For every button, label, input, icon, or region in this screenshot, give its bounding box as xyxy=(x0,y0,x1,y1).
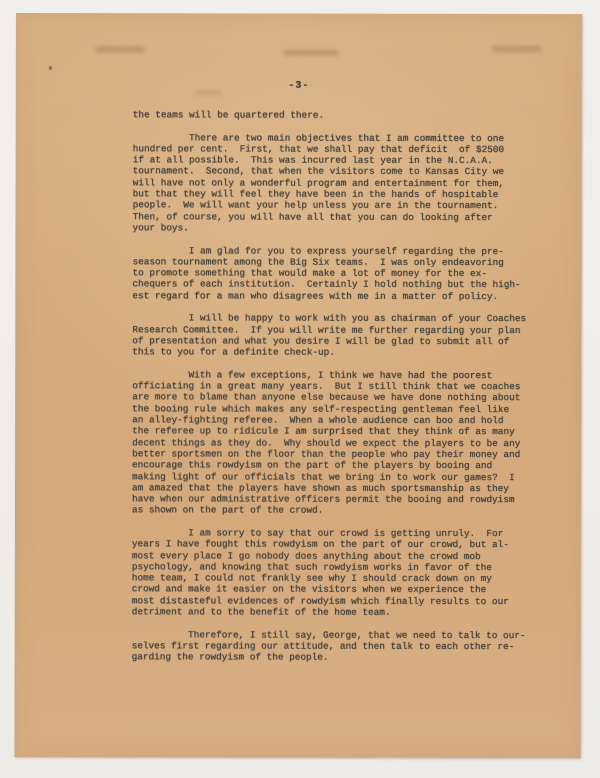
ink-bleed-mark xyxy=(95,46,145,52)
page-number: -3- xyxy=(288,80,310,92)
letter-paragraph: I will be happy to work with you as chairman of your Coaches Research Committee. If you will write me further regarding your plan of presentation and what you desire I will be glad to submit all of this to you for a definite check-up. xyxy=(132,312,527,358)
letter-paragraph: the teams will be quartered there. xyxy=(132,109,325,121)
ink-bleed-mark xyxy=(492,46,542,52)
letter-paragraph: I am glad for you to express yourself regarding the pre- season tournament among the Big Six teams. I was only endeavoring to promote something that would make a lot of money for the ex- chequers of each institution. Certainly I hold nothing but the high- est regard for a man who disagrees with me in a matter of policy. xyxy=(132,244,521,302)
letter-page xyxy=(14,13,582,758)
paper-speck xyxy=(49,66,52,70)
letter-body xyxy=(132,109,537,675)
letter-paragraph: I am sorry to say that our crowd is getting unruly. For years I have fought this rowdyism on the part of our crowd, but al- most every place I go nobody does anything about the crowd mob psychology, and knowing that such rowdyism works in favor of the home team, I could not frankly see why I should crack down on my crowd and make it easier on the visitors when we experience the most distasteful evidences of rowdyism which finally results to our detriment and to the benefit of the home team. xyxy=(131,527,509,618)
letter-paragraph: With a few exceptions, I think we have had the poorest officiating in a great many years. But I still think that we coaches are more to blame than anyone else because we have done nothing about the booing rule which makes any self-respecting gentleman feel like an alley-fighting referee. When a whole audience can boo and hold the referee up to ridicule I am surprised that they think of as many decent things as they do. Why should we expect the players to be any better sportsmen on the floor than the people who pay their money and encourage this rowdyism on the part of the players by booing and making light of our officials that we bring in to work our games? I am amazed that the players have shown as much sportsmanship as they have when our administrative officers permit the booing and rowdyism as shown on the part of the crowd. xyxy=(131,369,521,517)
letter-paragraph: Therefore, I still say, George, that we need to talk to our- selves first regarding our attitude, and then talk to each other re- garding the rowdyism of the people. xyxy=(131,628,526,663)
letter-paragraph: There are two main objectives that I am committee to one hundred per cent. First, that we shall pay that deficit of $2500 if at all possible. This was incurred last year in the N.C.A.A. tournament. Second, that when the visitors come to Kansas City we will have not only a wonderful program and entertainment for them, but that they will feel they have been in the hands of hospitable people. We will want your help unless you are in the tournament. Then, of course, you will have all that you can do looking after your boys. xyxy=(132,131,505,234)
ink-bleed-mark xyxy=(283,50,339,56)
